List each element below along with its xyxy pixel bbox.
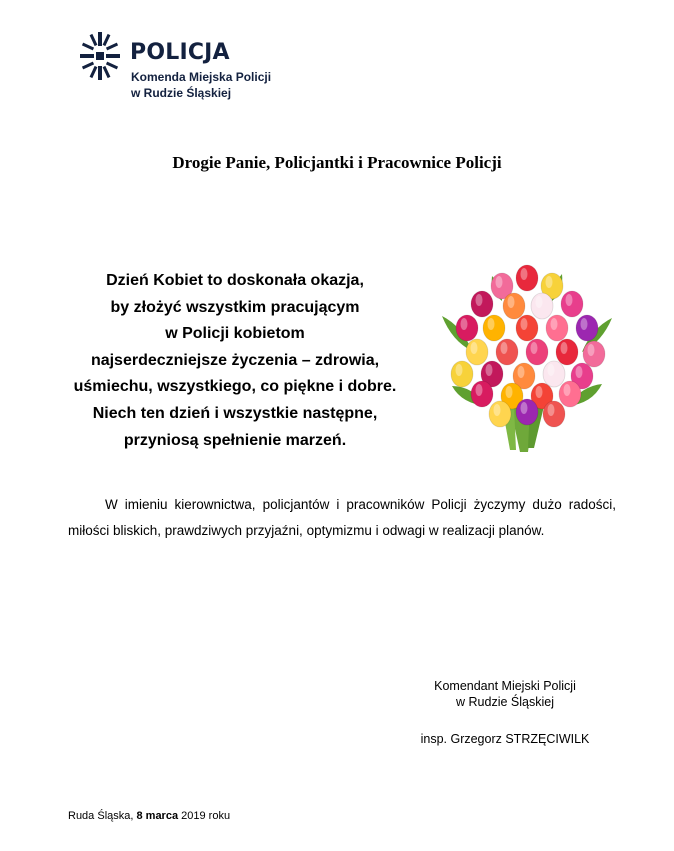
wishes-line: Niech ten dzień i wszystkie następne, <box>92 404 378 422</box>
greeting-heading: Drogie Panie, Policjantki i Pracownice Policji <box>172 153 502 172</box>
tulip-bouquet-image <box>432 256 622 456</box>
logo-title: POLICJA <box>130 40 230 65</box>
wishes-line: najserdeczniejsze życzenia – zdrowia, <box>90 351 380 369</box>
police-logo <box>78 30 318 110</box>
police-star-icon <box>78 30 122 82</box>
logo-subtitle-line1: Komenda Miejska Policji <box>131 70 272 84</box>
wishes-line: by złożyć wszystkim pracującym <box>110 298 360 316</box>
body-paragraph: W imieniu kierownictwa, policjantów i pracowników Policji życzymy dużo radości, miłości bliskich, prawdziwych przyjaźni, optymizmu i odwagi w realizacji planów. <box>68 497 616 538</box>
signature-title-line1: Komendant Miejski Policji <box>434 679 576 693</box>
wishes-line: przyniosą spełnienie marzeń. <box>123 431 347 449</box>
date-day: 8 marca <box>136 810 179 822</box>
wishes-line: uśmiechu, wszystkiego, co piękne i dobre. <box>73 378 397 396</box>
wishes-text <box>60 268 410 454</box>
signature-title-line2: w Rudzie Śląskiej <box>456 695 554 709</box>
date-line <box>68 810 230 822</box>
date-place: Ruda Śląska, <box>68 810 137 822</box>
date-year: 2019 roku <box>178 810 231 822</box>
wishes-line: w Policji kobietom <box>165 325 305 343</box>
signature-name: insp. Grzegorz STRZĘCIWILK <box>420 732 590 746</box>
signature-block <box>405 678 605 747</box>
logo-subtitle-line2: w Rudzie Śląskiej <box>131 86 232 100</box>
wishes-line: Dzień Kobiet to doskonała okazja, <box>106 272 364 289</box>
